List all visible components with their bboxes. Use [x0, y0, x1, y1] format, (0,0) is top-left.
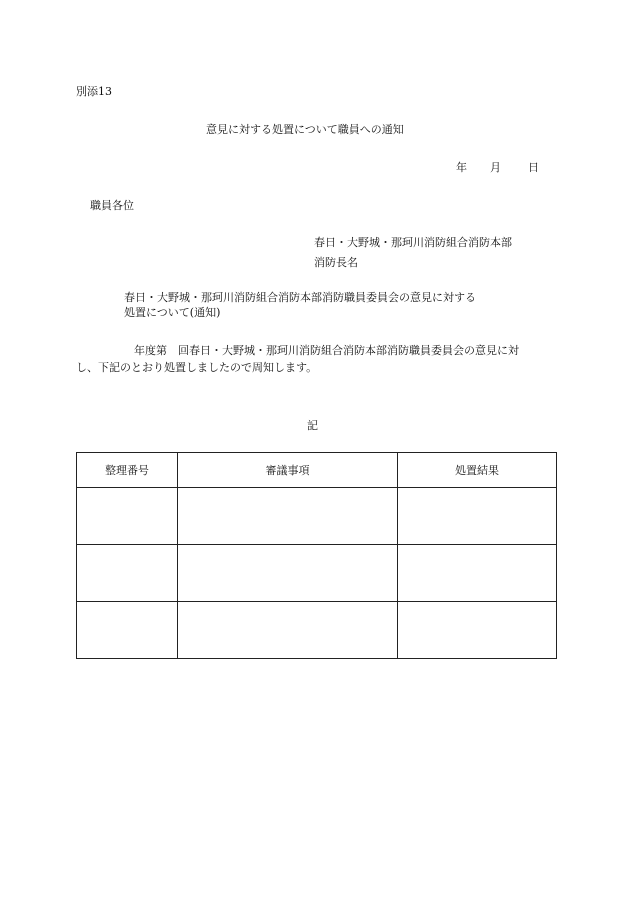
table-cell: [398, 545, 557, 602]
sender-title: 消防長名: [314, 256, 358, 269]
sender-organization: 春日・大野城・那珂川消防組合消防本部: [314, 236, 512, 249]
table-cell: [398, 602, 557, 659]
body-line-1: 年度第 回春日・大野城・那珂川消防組合消防本部消防職員委員会の意見に対: [134, 344, 519, 357]
table-row: [77, 602, 557, 659]
table-row: [77, 488, 557, 545]
column-header-result: 処置結果: [398, 453, 557, 488]
subject-line-2: 処置について(通知): [124, 306, 221, 319]
table-cell: [77, 545, 178, 602]
date-day: 日: [528, 161, 539, 174]
document-title: 意見に対する処置について職員への通知: [206, 123, 404, 136]
date-month: 月: [490, 161, 501, 174]
table-cell: [398, 488, 557, 545]
table-cell: [178, 488, 398, 545]
table-cell: [178, 602, 398, 659]
body-line-2: し、下記のとおり処置しましたので周知します。: [76, 361, 318, 374]
table-cell: [77, 602, 178, 659]
result-table: [76, 452, 557, 659]
table-cell: [178, 545, 398, 602]
ki-label: 記: [307, 419, 318, 432]
table-header-row: [77, 453, 557, 488]
table-cell: [77, 488, 178, 545]
column-header-number: 整理番号: [77, 453, 178, 488]
column-header-item: 審議事項: [178, 453, 398, 488]
date-year: 年: [456, 161, 467, 174]
table-row: [77, 545, 557, 602]
attachment-label: 別添13: [76, 85, 112, 98]
subject-line-1: 春日・大野城・那珂川消防組合消防本部消防職員委員会の意見に対する: [124, 291, 476, 304]
addressee: 職員各位: [90, 199, 134, 212]
